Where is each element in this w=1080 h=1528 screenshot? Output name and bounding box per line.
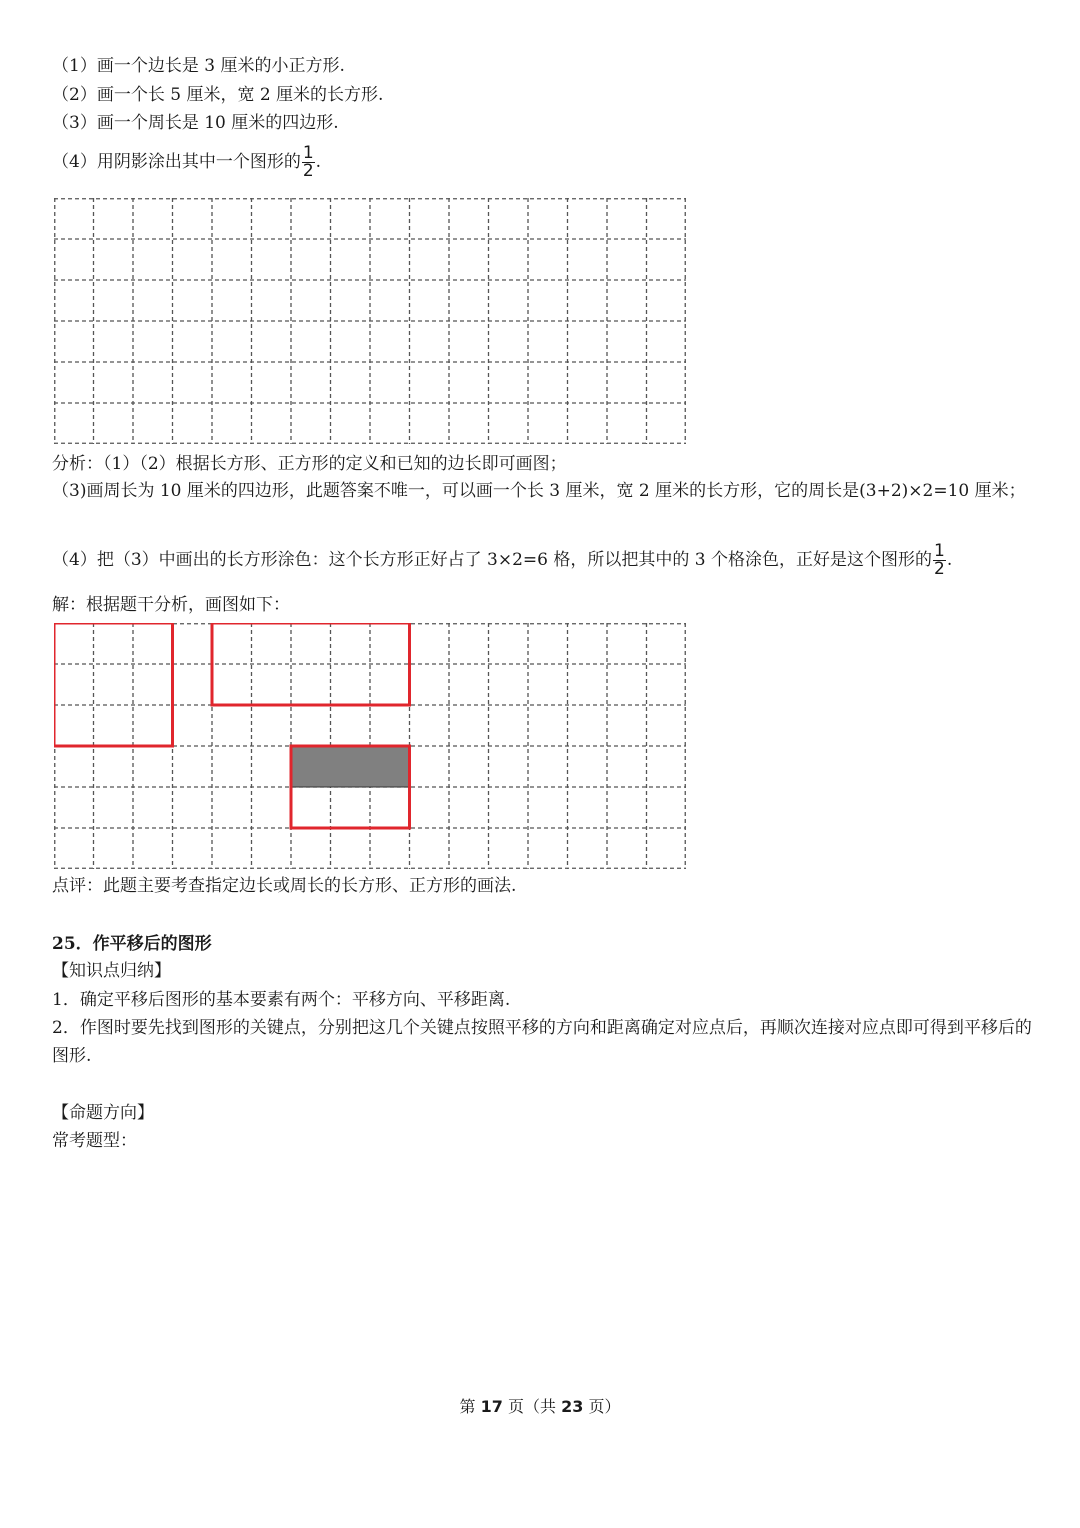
task-item-3: （3）画一个周长是 10 厘米的四边形. xyxy=(52,113,339,133)
fraction-one-half xyxy=(302,145,315,180)
solution-intro: 解：根据题干分析，画图如下： xyxy=(52,595,290,615)
analysis-line-1: 分析：（1）（2）根据长方形、正方形的定义和已知的边长即可画图； xyxy=(52,454,567,474)
knowledge-header: 【知识点归纳】 xyxy=(52,961,171,981)
task-item-2: （2）画一个长 5 厘米，宽 2 厘米的长方形. xyxy=(52,85,384,105)
blank-grid xyxy=(54,198,686,444)
analysis-line-3-prefix: （4）把（3）中画出的长方形涂色：这个长方形正好占了 3×2=6 格，所以把其中的 3 个格涂色，正好是这个图形的 xyxy=(52,550,932,570)
fraction-numerator-analysis: 1 xyxy=(934,541,945,561)
analysis-line-3-suffix: . xyxy=(946,550,953,570)
section-25-title: 25．作平移后的图形 xyxy=(52,934,212,954)
footer-suffix: 页） xyxy=(583,1397,621,1416)
common-types: 常考题型： xyxy=(52,1131,137,1151)
fraction-numerator: 1 xyxy=(302,143,314,163)
task-item-4-suffix: . xyxy=(315,152,322,172)
footer-page-number: 17 xyxy=(480,1397,503,1416)
task-item-1: （1）画一个边长是 3 厘米的小正方形. xyxy=(52,56,345,76)
fraction-one-half-analysis xyxy=(933,543,946,578)
footer-total-pages: 23 xyxy=(561,1397,584,1416)
shaded-half xyxy=(291,746,410,787)
fraction-denominator-analysis: 2 xyxy=(934,559,945,579)
knowledge-point-2: 2．作图时要先找到图形的关键点，分别把这几个关键点按照平移的方向和距离确定对应点后，再顺次连接对应点即可得到平移后的图形. xyxy=(52,1018,1032,1066)
fraction-denominator: 2 xyxy=(302,161,314,181)
analysis-line-2: （3)画周长为 10 厘米的四边形，此题答案不唯一，可以画一个长 3 厘米，宽 2 厘米的长方形，它的周长是(3+2)×2=10 厘米； xyxy=(52,481,1026,501)
knowledge-point-1: 1．确定平移后图形的基本要素有两个：平移方向、平移距离. xyxy=(52,990,511,1010)
footer-prefix: 第 xyxy=(459,1397,481,1416)
footer-middle: 页（共 xyxy=(502,1397,562,1416)
square-3cm xyxy=(54,623,173,746)
page-footer xyxy=(0,1396,1080,1418)
comment: 点评：此题主要考查指定边长或周长的长方形、正方形的画法. xyxy=(52,876,517,896)
analysis-line-3 xyxy=(52,538,952,582)
solution-grid xyxy=(54,623,686,869)
task-item-4-prefix: （4）用阴影涂出其中一个图形的 xyxy=(52,152,301,172)
direction-header: 【命题方向】 xyxy=(52,1103,154,1123)
task-item-4 xyxy=(52,142,321,182)
